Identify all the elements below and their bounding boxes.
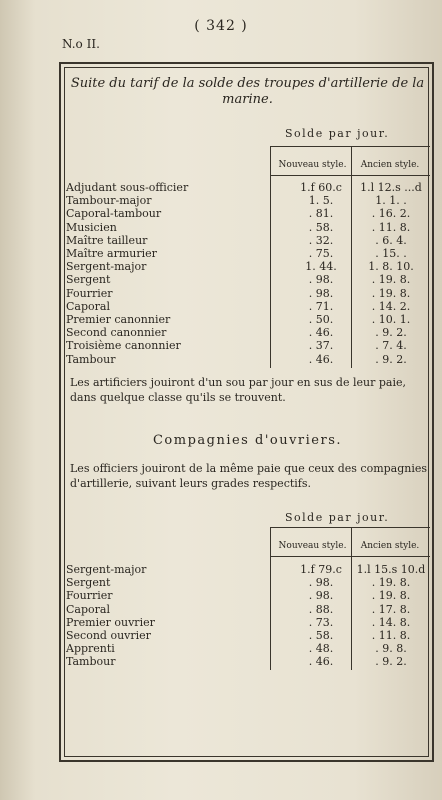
row-old-style-value: . 11. 8. — [371, 629, 411, 642]
section1-header-rule — [270, 146, 430, 147]
page-number: ( 342 ) — [194, 18, 248, 34]
row-label: Troisième canonnier — [66, 339, 181, 353]
row-label: Premier canonnier — [66, 313, 171, 326]
row-new-style-value: 1.f 60.c — [300, 181, 342, 194]
row-old-style-value: . 7. 4. — [375, 339, 407, 353]
row-old-style-value: . 9. 2. — [375, 352, 407, 366]
row-new-style-value: . 88. — [308, 602, 334, 616]
row-new-style-value: . 48. — [308, 642, 334, 656]
section2-col-new: Nouveau style. — [278, 541, 347, 551]
row-label: Caporal — [66, 602, 110, 616]
table-row — [66, 194, 428, 207]
section2-solde-label: Solde par jour. — [285, 511, 390, 524]
section1-col-new: Nouveau style. — [278, 160, 347, 170]
row-label: Caporal-tambour — [66, 207, 162, 221]
table-row — [66, 273, 428, 286]
row-new-style-value: . 32. — [308, 233, 334, 247]
row-label: Tambour — [66, 352, 116, 366]
row-label: Second canonnier — [66, 326, 167, 340]
row-new-style-value: . 98. — [308, 286, 334, 300]
row-old-style-value: . 19. 8. — [371, 576, 411, 590]
row-old-style-value: . 14. 8. — [371, 615, 411, 629]
table-row — [66, 247, 428, 260]
section2-intro: Les officiers jouiront de la même paie que ceux des compagnies d'artillerie, suivant leurs grades respectifs. — [70, 462, 428, 490]
table-row — [66, 313, 428, 326]
row-old-style-value: . 6. 4. — [375, 233, 407, 247]
row-old-style-value: . 14. 2. — [371, 299, 411, 313]
row-old-style-value: . 16. 2. — [371, 207, 411, 221]
table-row — [66, 563, 428, 576]
document-number: N.o II. — [62, 37, 100, 51]
section2-header-rule — [270, 527, 430, 528]
section1-note: Les artificiers jouiront d'un sou par jour en sus de leur paie, dans quelque classe qu'ils se trouvent. — [70, 376, 406, 404]
row-new-style-value: . 71. — [308, 299, 334, 313]
row-new-style-value: . 46. — [308, 352, 334, 366]
row-label: Tambour — [66, 655, 116, 669]
table-row — [66, 629, 428, 642]
row-old-style-value: 1.l 15.s 10.d — [356, 563, 426, 576]
row-label: Apprenti — [66, 642, 115, 656]
row-old-style-value: . 19. 8. — [371, 273, 411, 287]
row-new-style-value: 1. 44. — [305, 260, 337, 274]
row-old-style-value: 1.l 12.s ...d — [360, 181, 422, 194]
row-label: Musicien — [66, 220, 117, 234]
table-row — [66, 589, 428, 602]
row-old-style-value: . 9. 2. — [375, 655, 407, 669]
row-new-style-value: . 46. — [308, 655, 334, 669]
row-new-style-value: . 98. — [308, 576, 334, 590]
table-row — [66, 576, 428, 589]
table-row — [66, 234, 428, 247]
row-label: Sergent-major — [66, 563, 147, 576]
section2-title: Compagnies d'ouvriers. — [152, 433, 343, 448]
row-new-style-value: 1.f 79.c — [300, 563, 342, 576]
row-old-style-value: . 11. 8. — [371, 220, 411, 234]
row-new-style-value: . 75. — [308, 247, 334, 260]
row-new-style-value: . 37. — [308, 339, 334, 353]
row-new-style-value: . 73. — [308, 615, 334, 629]
row-old-style-value: . 15. . — [375, 247, 407, 260]
section1-title: Suite du tarif de la solde des troupes d'artillerie de la marine. — [70, 76, 425, 107]
table-row — [66, 616, 428, 629]
row-label: Tambour-major — [66, 194, 152, 208]
row-old-style-value: . 10. 1. — [371, 313, 411, 326]
row-old-style-value: . 19. 8. — [371, 589, 411, 603]
row-new-style-value: . 50. — [308, 313, 334, 326]
row-label: Sergent — [66, 273, 111, 287]
row-label: Fourrier — [66, 589, 113, 603]
row-old-style-value: 1. 1. . — [375, 194, 407, 208]
row-old-style-value: . 19. 8. — [371, 286, 411, 300]
row-old-style-value: 1. 8. 10. — [368, 260, 414, 274]
table-row — [66, 181, 428, 194]
row-label: Caporal — [66, 299, 110, 313]
row-label: Premier ouvrier — [66, 615, 155, 629]
row-new-style-value: . 58. — [308, 629, 334, 642]
table-row — [66, 300, 428, 313]
row-label: Second ouvrier — [66, 629, 151, 642]
section2-subheader-rule — [270, 556, 430, 557]
row-label: Adjudant sous-officier — [66, 181, 189, 194]
table-row — [66, 221, 428, 234]
row-new-style-value: . 98. — [308, 589, 334, 603]
table-row — [66, 642, 428, 655]
row-new-style-value: 1. 5. — [308, 194, 334, 208]
row-old-style-value: . 17. 8. — [371, 602, 411, 616]
section1-solde-label: Solde par jour. — [285, 127, 390, 140]
row-old-style-value: . 9. 2. — [375, 326, 407, 340]
section1-subheader-rule — [270, 175, 430, 176]
row-label: Sergent — [66, 576, 111, 590]
table-row — [66, 287, 428, 300]
table-row — [66, 353, 428, 366]
row-label: Fourrier — [66, 286, 113, 300]
row-label: Maître tailleur — [66, 233, 148, 247]
row-old-style-value: . 9. 8. — [375, 642, 407, 656]
row-new-style-value: . 58. — [308, 220, 334, 234]
table-row — [66, 207, 428, 220]
section2-col-old: Ancien style. — [360, 541, 420, 551]
row-label: Sergent-major — [66, 260, 147, 274]
table-row — [66, 655, 428, 668]
section1-col-old: Ancien style. — [360, 160, 420, 170]
table-row — [66, 326, 428, 339]
row-new-style-value: . 46. — [308, 326, 334, 340]
row-new-style-value: . 98. — [308, 273, 334, 287]
row-new-style-value: . 81. — [308, 207, 334, 221]
row-label: Maître armurier — [66, 247, 157, 260]
table-row — [66, 339, 428, 352]
table-row — [66, 603, 428, 616]
table-row — [66, 260, 428, 273]
